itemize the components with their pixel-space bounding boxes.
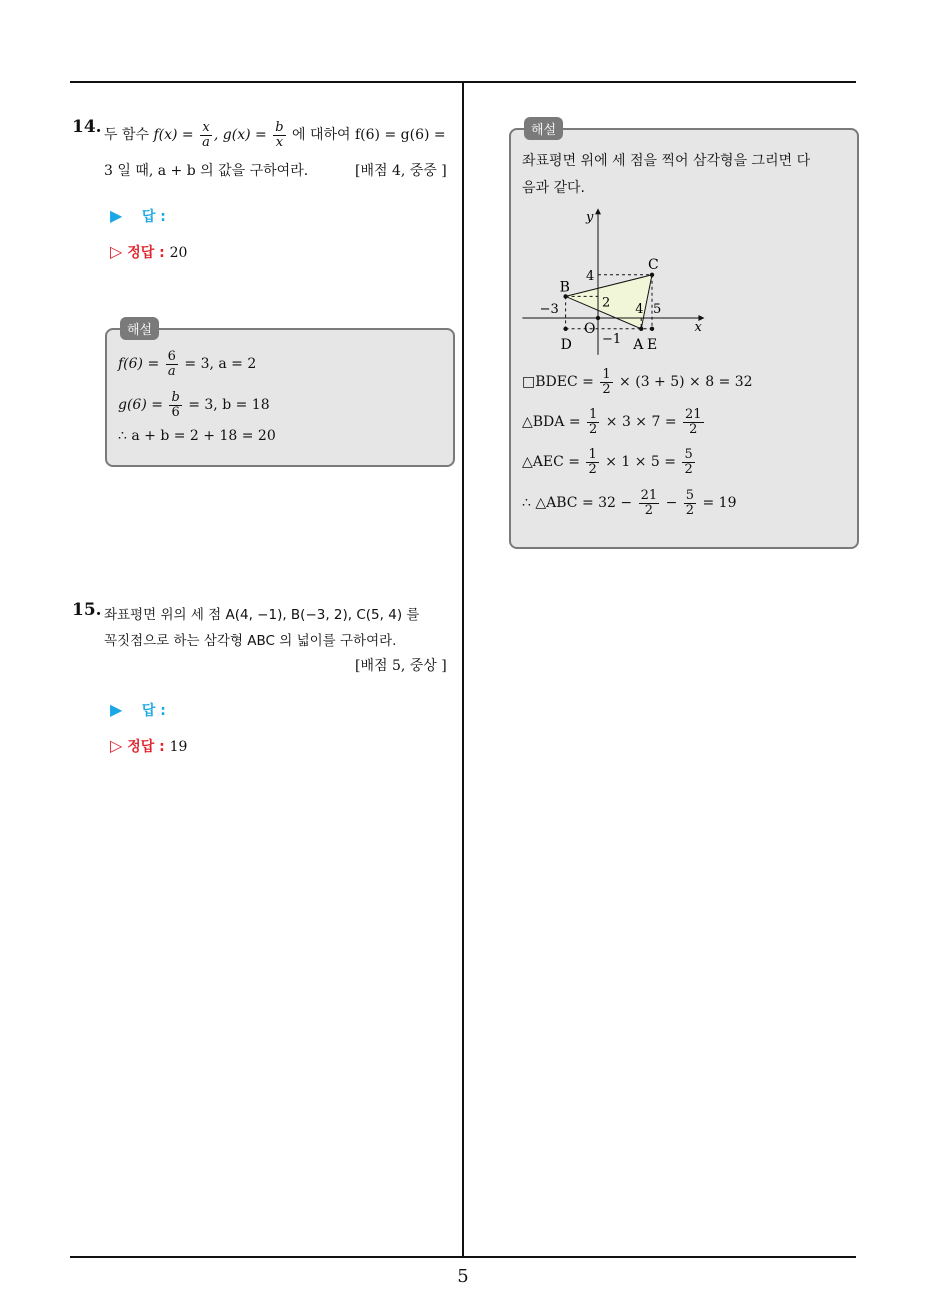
q14-frac-x-over-a (200, 121, 212, 149)
q15-explanation-tag: 해설 (524, 117, 563, 140)
q15-s4-num: 21 (640, 488, 658, 503)
q14-ex1-rhs: = 3, a = 2 (184, 356, 257, 373)
q15-step-2 (522, 408, 706, 436)
q15-s1-num: 1 (602, 367, 611, 382)
q15-s2-frac-2 (683, 408, 704, 436)
q15-s3-num: 1 (588, 447, 597, 462)
y-axis-label: y (586, 209, 594, 225)
q14-explanation-tag: 해설 (120, 317, 159, 340)
question-15-line-2: 꼭짓점으로 하는 삼각형 ABC 의 넓이를 구하여라. (104, 633, 397, 649)
tick-x-4: 4 (635, 302, 644, 317)
q14-text-fx: f(x) = (153, 127, 194, 144)
question-14-line-2: 3 일 때, a + b 의 값을 구하여라. (104, 163, 309, 179)
q15-s4-frac-2 (684, 489, 696, 517)
q14-outline-triangle-icon: ▷ (110, 242, 123, 261)
tick-y-2: 2 (602, 295, 611, 311)
point-d-label: D (560, 336, 572, 353)
question-15-number: 15. (72, 600, 102, 620)
q14-play-icon: ▶ (110, 206, 123, 225)
q14-ex1-frac (166, 350, 178, 378)
x-axis-label: x (694, 320, 702, 335)
q14-correct-label: 정답 : (127, 245, 165, 261)
q15-s3-den2: 2 (684, 461, 693, 477)
origin-label: O (584, 321, 596, 337)
point-a-dot (639, 327, 643, 331)
question-14-line-1 (104, 121, 446, 149)
question-15-meta: [배점 5, 중상 ] (355, 658, 447, 674)
q14-ex2-den: 6 (171, 404, 180, 420)
q15-s4-den2: 2 (685, 502, 695, 518)
question-14-meta: [배점 4, 중중 ] (355, 163, 447, 179)
q14-ex1-den: a (167, 363, 176, 379)
q15-s3-lhs: △AEC = (522, 454, 580, 471)
q14-frac-b-over-x (273, 121, 285, 149)
q15-outline-triangle-icon: ▷ (110, 736, 123, 755)
point-e-dot (650, 327, 654, 331)
q15-s2-frac-1 (587, 408, 599, 436)
q14-text-condition: 에 대하여 f(6) = g(6) = (292, 127, 446, 144)
q14-ex2-lhs: g(6) = (118, 397, 163, 414)
q14-explanation-line-1 (118, 350, 256, 378)
q15-s3-frac-1 (586, 448, 598, 476)
q15-s1-lhs: □BDEC = (522, 374, 594, 391)
point-a-label: A (633, 336, 644, 353)
q15-s3-num2: 5 (684, 447, 693, 462)
point-e-label: E (647, 336, 658, 353)
q15-explanation-intro-1: 좌표평면 위에 세 점을 찍어 삼각형을 그리면 다 (522, 153, 811, 169)
q15-s1-den: 2 (602, 381, 611, 397)
q15-correct-row (110, 736, 187, 756)
q15-step-3 (522, 448, 697, 476)
q15-s4-lhs: ∴ △ABC = 32 − (522, 495, 633, 512)
q15-explanation-intro-2: 음과 같다. (522, 180, 585, 196)
q15-s2-den2: 2 (689, 421, 698, 437)
q15-s2-num2: 21 (685, 407, 702, 422)
q14-ex2-rhs: = 3, b = 18 (188, 397, 270, 414)
q15-answer-row (110, 700, 166, 720)
q15-s1-rhs: × (3 + 5) × 8 = 32 (619, 374, 753, 391)
q14-ex1-num: 6 (167, 349, 176, 364)
q15-s4-mid: − (665, 495, 678, 512)
q15-s1-frac (600, 368, 612, 396)
q15-correct-label: 정답 : (127, 739, 165, 755)
q15-correct-value: 19 (169, 739, 188, 755)
q15-answer-label: 답 : (141, 703, 166, 719)
q15-s2-num: 1 (589, 407, 598, 422)
q14-correct-row (110, 242, 187, 262)
bottom-rule (70, 1256, 856, 1258)
question-15-line-1: 좌표평면 위의 세 점 A(4, −1), B(−3, 2), C(5, 4) 를 (104, 607, 420, 623)
tick-x-minus-3: −3 (539, 302, 559, 317)
point-d-dot (563, 327, 567, 331)
point-c-label: C (648, 256, 659, 273)
q15-coordinate-graph (515, 200, 715, 365)
point-o-dot (596, 316, 600, 320)
tick-y-minus-1: −1 (602, 331, 622, 347)
q14-ex2-num: b (171, 390, 180, 405)
q15-play-icon: ▶ (110, 700, 123, 719)
q14-frac-x-den: a (202, 134, 210, 150)
q15-s2-lhs: △BDA = (522, 414, 581, 431)
q15-step-1 (522, 368, 753, 396)
q15-s4-den: 2 (644, 502, 653, 518)
q14-frac-b-num: b (275, 120, 284, 135)
point-b-label: B (559, 279, 570, 296)
q15-s3-mid: × 1 × 5 = (605, 454, 676, 471)
q15-s3-den: 2 (588, 461, 597, 477)
q14-text-du-hamsu: 두 함수 (104, 127, 150, 144)
q14-ex1-lhs: f(6) = (118, 356, 160, 373)
q15-s2-den: 2 (589, 421, 598, 437)
point-c-dot (650, 273, 654, 277)
q15-s4-num2: 5 (685, 488, 695, 503)
q14-answer-label: 답 : (141, 209, 166, 225)
page-number: 5 (457, 1266, 469, 1287)
q15-step-4 (522, 489, 737, 517)
y-axis-arrow (595, 208, 601, 214)
q15-s2-mid: × 3 × 7 = (605, 414, 677, 431)
column-divider (462, 82, 464, 1258)
q14-explanation-line-3: ∴ a + b = 2 + 18 = 20 (118, 428, 276, 444)
q14-correct-value: 20 (169, 245, 188, 261)
q14-text-gx: , g(x) = (213, 127, 267, 144)
q15-s4-frac-1 (639, 489, 660, 517)
q14-frac-b-den: x (275, 134, 284, 150)
q14-answer-row (110, 206, 166, 226)
tick-y-4: 4 (586, 268, 595, 284)
q14-ex2-frac (169, 391, 181, 419)
q14-frac-x-num: x (200, 121, 212, 136)
q15-s4-rhs: = 19 (702, 495, 737, 512)
tick-x-5: 5 (653, 302, 662, 317)
q14-explanation-line-2 (118, 391, 270, 419)
q15-s3-frac-2 (682, 448, 694, 476)
question-14-number: 14. (72, 117, 102, 137)
